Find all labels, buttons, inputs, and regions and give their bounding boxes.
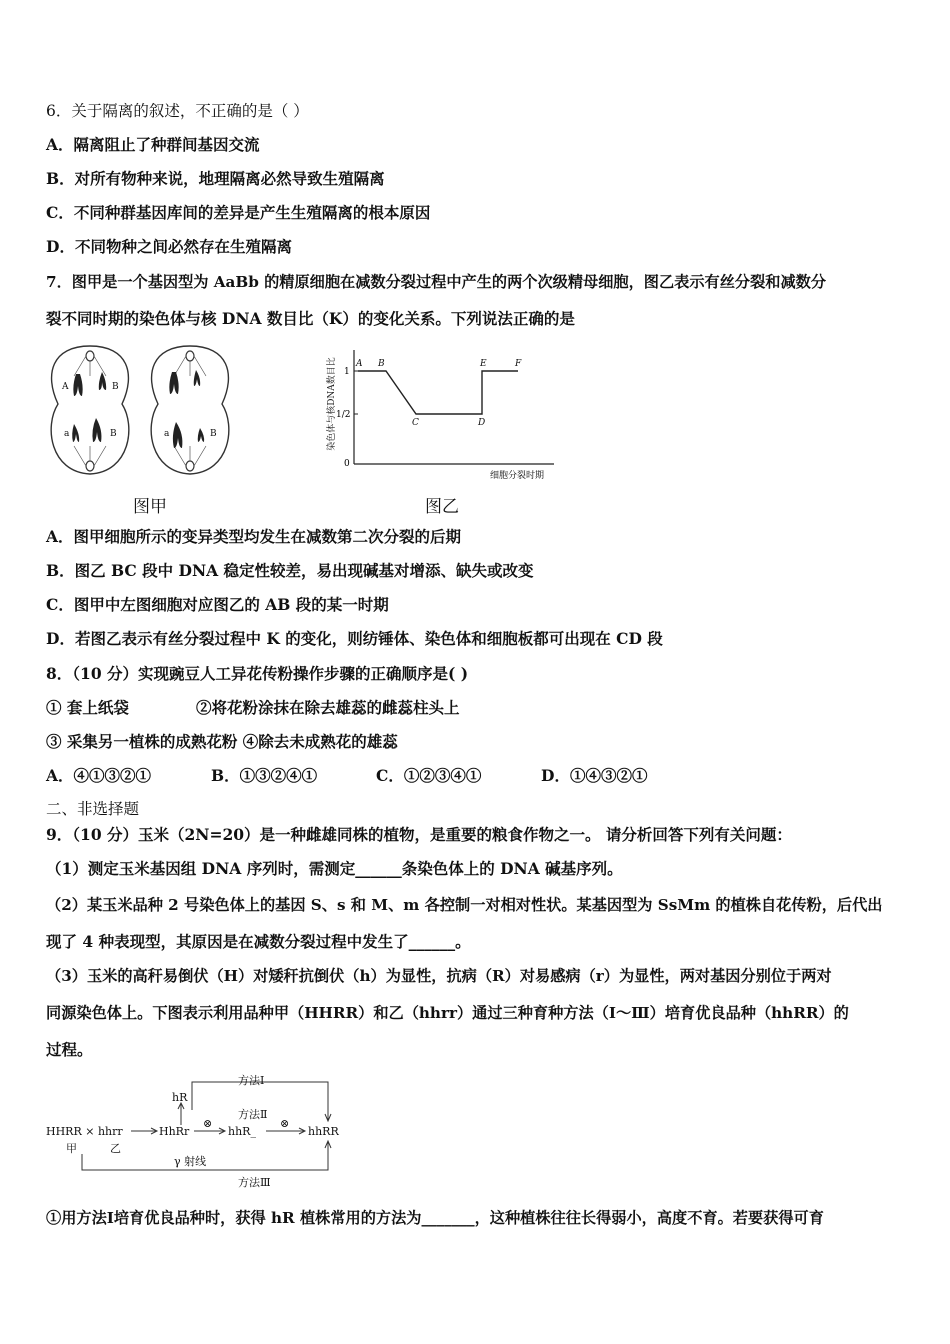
- q9-part2-line1: （2）某玉米品种 2 号染色体上的基因 S、s 和 M、m 各控制一对相对性状。某基因型为 SsMm 的植株自花传粉，后代出: [46, 896, 883, 914]
- q9-part1: （1）测定玉米基因组 DNA 序列时，需测定______条染色体上的 DNA 碱基序列。: [46, 859, 623, 878]
- q9-stem: 9．（10 分）玉米（2N=20）是一种雌雄同株的植物，是重要的粮食作物之一。 请分析回答下列有关问题：: [46, 825, 792, 844]
- q7-option-a: A．图甲细胞所示的变异类型均发生在减数第二次分裂的后期: [46, 527, 462, 546]
- q9-part2-line2: 现了 4 种表现型，其原因是在减数分裂过程中发生了______。: [46, 932, 471, 951]
- q7-option-d: D．若图乙表示有丝分裂过程中 K 的变化，则纺锤体、染色体和细胞板都可出现在 CD 段: [46, 629, 663, 648]
- figure-yi-chart: [320, 344, 560, 484]
- q9-subq1: ①用方法Ⅰ培育优良品种时，获得 hR 植株常用的方法为_______，这种植株往往长得弱小，高度不育。若要获得可育: [46, 1209, 824, 1227]
- q8-option-b: B．①③②④①: [211, 766, 318, 785]
- q9-part3-line2: 同源染色体上。下图表示利用品种甲（HHRR）和乙（hhrr）通过三种育种方法（Ⅰ～Ⅲ）培育优良品种（hhRR）的: [46, 1004, 849, 1022]
- q9-part3-line1: （3）玉米的高秆易倒伏（H）对矮秆抗倒伏（h）为显性，抗病（R）对易感病（r）为显性，两对基因分别位于两对: [46, 967, 832, 985]
- breeding-diagram: [44, 1070, 354, 1194]
- parents-label: HHRR × hhrr: [46, 1125, 123, 1138]
- figure-jia-cells: [44, 342, 240, 482]
- q8-option-a: A．④①③②①: [46, 766, 152, 785]
- parent-yi-label: 乙: [110, 1142, 121, 1155]
- figure-jia-caption: 图甲: [133, 497, 167, 517]
- yi-ytick-half: 1/2: [336, 410, 351, 420]
- q6-stem: 6．关于隔离的叙述，不正确的是（ ）: [46, 102, 309, 120]
- yi-point-C: C: [412, 418, 419, 428]
- jia-label-A: A: [62, 382, 69, 392]
- q8-stem: 8．（10 分）实现豌豆人工异花传粉操作步骤的正确顺序是( ): [46, 664, 469, 683]
- f1-label: HhRr: [159, 1125, 190, 1138]
- hr-label: hR: [172, 1091, 188, 1104]
- yi-xlabel: 细胞分裂时期: [490, 471, 545, 481]
- yi-point-A: A: [356, 359, 363, 369]
- yi-point-D: D: [478, 418, 486, 428]
- yi-point-E: E: [480, 359, 487, 369]
- method3-label: 方法Ⅲ: [238, 1176, 271, 1189]
- q6-option-b: B．对所有物种来说，地理隔离必然导致生殖隔离: [46, 169, 385, 188]
- q6-option-d: D．不同物种之间必然存在生殖隔离: [46, 237, 292, 256]
- jia-label-B2: B: [110, 429, 117, 439]
- q7-option-c: C．图甲中左图细胞对应图乙的 AB 段的某一时期: [46, 595, 389, 614]
- q7-stem-line1: 7．图甲是一个基因型为 AaBb 的精原细胞在减数分裂过程中产生的两个次级精母细胞，图乙表示有丝分裂和减数分: [46, 273, 827, 291]
- q8-step-2: ②将花粉涂抹在除去雄蕊的雌蕊柱头上: [196, 698, 460, 717]
- yi-ylabel: 染色体与核DNA数目比: [327, 357, 337, 451]
- hhr-label: hhR_: [228, 1125, 256, 1138]
- q8-option-d: D．①④③②①: [541, 766, 648, 785]
- q6-option-c: C．不同种群基因库间的差异是产生生殖隔离的根本原因: [46, 203, 431, 222]
- section-heading: 二、非选择题: [46, 800, 140, 818]
- jia-label-B1: B: [112, 382, 119, 392]
- method1-label: 方法Ⅰ: [238, 1074, 265, 1087]
- gamma-ray-label: γ 射线: [174, 1155, 207, 1168]
- parent-jia-label: 甲: [66, 1142, 77, 1155]
- jia-label-a2: a: [164, 429, 170, 439]
- yi-point-F: F: [515, 359, 522, 369]
- selfing-symbol-1: ⊗: [203, 1117, 213, 1130]
- q6-option-a: A．隔离阻止了种群间基因交流: [46, 135, 260, 154]
- yi-ytick-0: 0: [344, 459, 350, 469]
- q8-step-1: ① 套上纸袋: [46, 698, 129, 717]
- method2-label: 方法Ⅱ: [238, 1108, 268, 1121]
- yi-ytick-1: 1: [344, 367, 350, 377]
- figure-yi-caption: 图乙: [425, 497, 459, 517]
- jia-label-B3: B: [210, 429, 217, 439]
- target-label: hhRR: [308, 1125, 339, 1138]
- q8-option-c: C．①②③④①: [376, 766, 482, 785]
- jia-label-a1: a: [64, 429, 70, 439]
- q9-part3-line3: 过程。: [46, 1040, 93, 1059]
- q8-step-3-4: ③ 采集另一植株的成熟花粉 ④除去未成熟花的雄蕊: [46, 732, 398, 751]
- q7-stem-line2: 裂不同时期的染色体与核 DNA 数目比（K）的变化关系。下列说法正确的是: [46, 309, 575, 328]
- q7-option-b: B．图乙 BC 段中 DNA 稳定性较差，易出现碱基对增添、缺失或改变: [46, 561, 534, 580]
- yi-point-B: B: [378, 359, 385, 369]
- yi-series-line: [358, 371, 518, 414]
- selfing-symbol-2: ⊗: [280, 1117, 290, 1130]
